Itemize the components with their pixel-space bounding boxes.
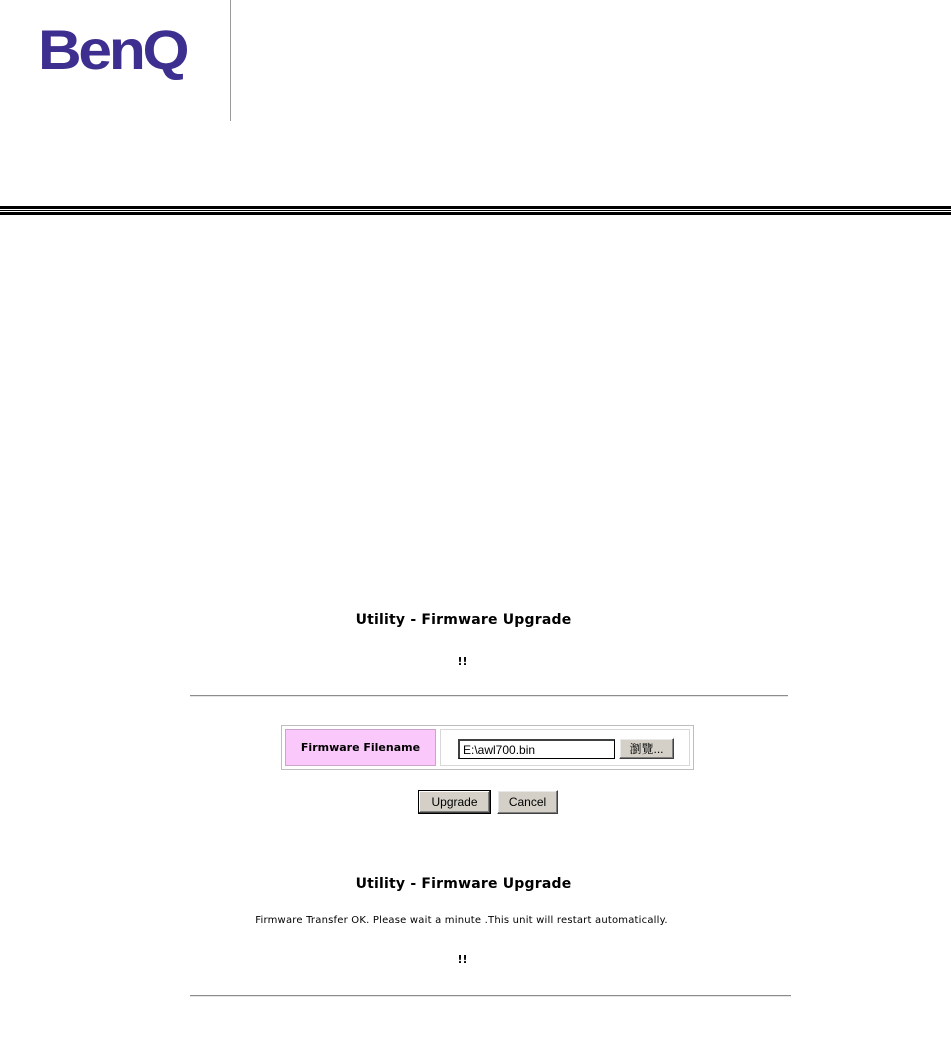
result-page-title: Utility - Firmware Upgrade xyxy=(355,876,572,892)
firmware-file-input[interactable] xyxy=(458,739,615,759)
cancel-button[interactable]: Cancel xyxy=(497,790,558,814)
page-title: Utility - Firmware Upgrade xyxy=(355,612,572,628)
browse-button[interactable]: 瀏覽... xyxy=(619,738,674,759)
section-divider xyxy=(190,695,788,697)
header-double-rule xyxy=(0,206,951,215)
upgrade-button[interactable]: Upgrade xyxy=(418,790,491,814)
section-divider-result xyxy=(190,995,791,997)
firmware-file-cell xyxy=(440,729,690,766)
status-message: Firmware Transfer OK. Please wait a minute .This unit will restart automatically. xyxy=(255,915,668,926)
benq-logo: BenQ xyxy=(38,18,187,81)
firmware-form-table xyxy=(281,725,694,770)
firmware-filename-label: Firmware Filename xyxy=(285,729,436,766)
logo-divider xyxy=(230,0,231,121)
notice-marks: !! xyxy=(457,655,468,668)
notice-marks-result: !! xyxy=(457,953,468,966)
